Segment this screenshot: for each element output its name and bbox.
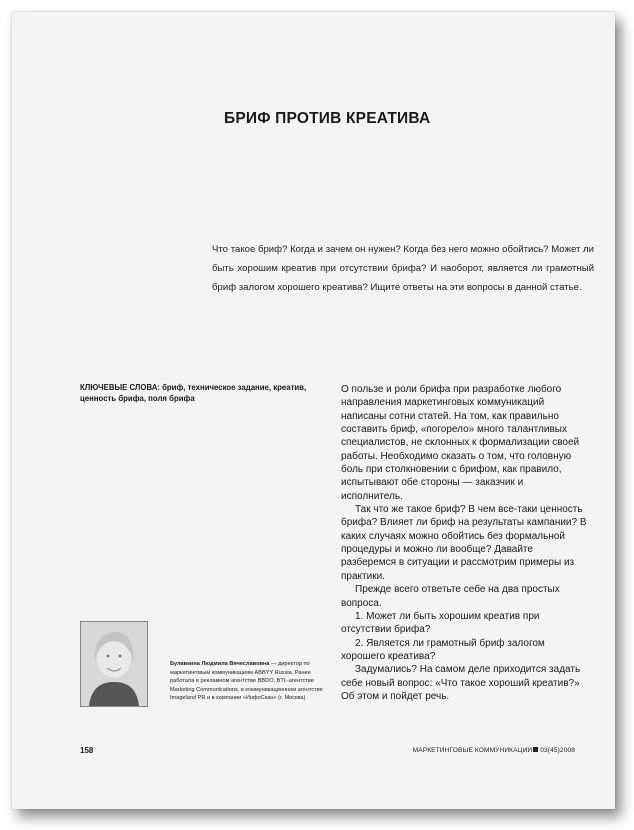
author-name: Булавкина Людмила Вячеславовна <box>170 661 270 667</box>
page-number: 158 <box>80 746 94 755</box>
body-paragraph: О пользе и роли брифа при разработке любого направления маркетинговых коммуникаций написаны сотни статей. На том, как правильно составить бриф, «погорело» много талантливых специалистов, не склонных к формализации своей работы. Необходимо сказать о том, что головную боль при столкновении с брифом, как правило, испытывают обе стороны — заказчик и исполнитель. <box>341 384 580 502</box>
body-paragraph: Задумались? На самом деле приходится задать себе новый вопрос: «Что такое хороший креатив?» Об этом и пойдет речь. <box>341 664 581 702</box>
author-bio <box>170 660 330 703</box>
square-bullet-icon <box>533 747 538 752</box>
article-title: БРИФ ПРОТИВ КРЕАТИВА <box>224 110 431 127</box>
journal-footer <box>413 747 575 754</box>
article-lead: Что такое бриф? Когда и зачем он нужен? Когда без него можно обойтись? Может ли быть хорошим креатив при отсутствии брифа? И наоборот, является ли грамотный бриф залогом хорошего креатива? Ищите ответы на эти вопросы в данной статье. <box>212 244 594 294</box>
body-paragraph: Прежде всего ответьте себе на два простых вопроса. <box>341 584 560 609</box>
author-photo <box>80 621 148 707</box>
author-description: — директор по маркетинговым коммуникациям ABBYY Russia. Ранее работала в рекламном агентстве BBDO, BTL-агентстве Marketing Communications, в коммуникационном агентстве Imageland PR и в компании «ИнфоСкан» (г. Москва) <box>170 661 323 702</box>
body-paragraph: 1. Может ли быть хорошим креатив при отсутствии брифа? <box>341 610 540 636</box>
article-body <box>341 383 587 703</box>
journal-name: МАРКЕТИНГОВЫЕ КОММУНИКАЦИИ <box>412 747 533 754</box>
keywords: КЛЮЧЕВЫЕ СЛОВА: бриф, техническое задание, креатив, ценность брифа, поля брифа <box>80 383 307 403</box>
magazine-page <box>12 12 615 809</box>
body-paragraph: Так что же такое бриф? В чем все-таки ценность брифа? Влияет ли бриф на результаты кампании? В каких случаях можно обойтись без формальной процедуры и можно ли вообще? Давайте разберемся в ситуации и рассмотрим примеры из практики. <box>341 504 587 582</box>
author-portrait-icon <box>81 622 147 706</box>
journal-issue: 03(45)2008 <box>540 747 575 754</box>
body-paragraph: 2. Является ли грамотный бриф залогом хорошего креатива? <box>341 637 545 662</box>
